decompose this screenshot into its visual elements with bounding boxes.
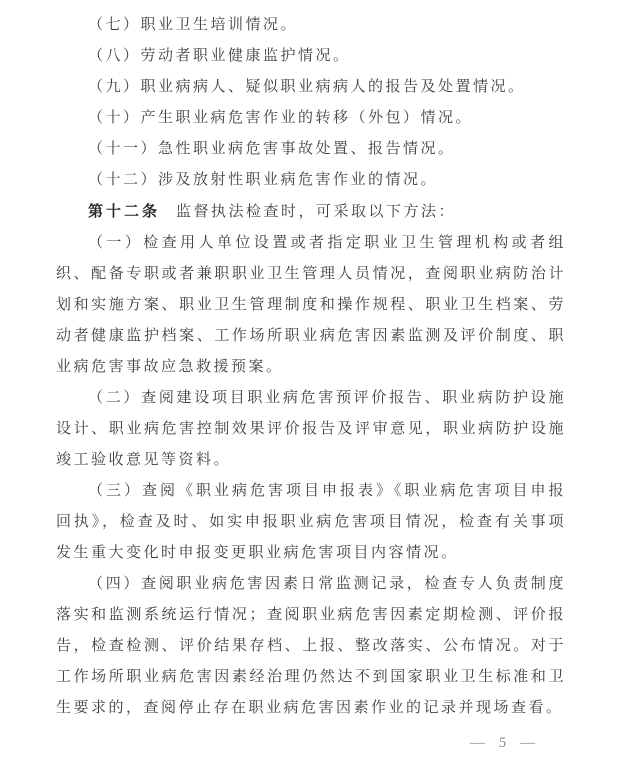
list-item-7: （七）职业卫生培训情况。 — [88, 17, 299, 33]
list-item-9: （九）职业病病人、疑似职业病病人的报告及处置情况。 — [88, 79, 526, 95]
document-body — [56, 10, 566, 724]
article-12-label: 第十二条 — [88, 203, 161, 220]
list-item-8: （八）劳动者职业健康监护情况。 — [88, 48, 351, 64]
method-item-3: （三）查阅《职业病危害项目申报表》《职业病危害项目申报回执》，检查及时、如实申报职业病危害项目情况，检查有关事项发生重大变化时申报变更职业病危害项目内容情况。 — [56, 483, 566, 561]
page-footer — [440, 733, 570, 753]
list-item-12: （十二）涉及放射性职业病危害作业的情况。 — [88, 172, 439, 188]
article-12-intro: 监督执法检查时，可采取以下方法： — [176, 204, 457, 220]
method-item-2: （二）查阅建设项目职业病危害预评价报告、职业病防护设施设计、职业病危害控制效果评价报告及评审意见，职业病防护设施竣工验收意见等资料。 — [56, 390, 566, 468]
method-item-4: （四）查阅职业病危害因素日常监测记录，检查专人负责制度落实和监测系统运行情况；查阅职业病危害因素定期检测、评价报告，检查检测、评价结果存档、上报、整改落实、公布情况。对于工作场所职业病危害因素经治理仍然达不到国家职业卫生标准和卫生要求的，查阅停止存在职业病危害因素作业的记录并现场查看。 — [56, 576, 566, 716]
method-item-1: （一）检查用人单位设置或者指定职业卫生管理机构或者组织、配备专职或者兼职职业卫生管理人员情况，查阅职业病防治计划和实施方案、职业卫生管理制度和操作规程、职业卫生档案、劳动者健康监护档案、工作场所职业病危害因素监测及评价制度、职业病危害事故应急救援预案。 — [56, 235, 566, 375]
page-number: — 5 — — [470, 735, 540, 751]
article-12-paragraph — [56, 196, 566, 228]
list-item-11: （十一）急性职业病危害事故处置、报告情况。 — [88, 141, 456, 157]
list-item-10: （十）产生职业病危害作业的转移（外包）情况。 — [88, 110, 474, 126]
